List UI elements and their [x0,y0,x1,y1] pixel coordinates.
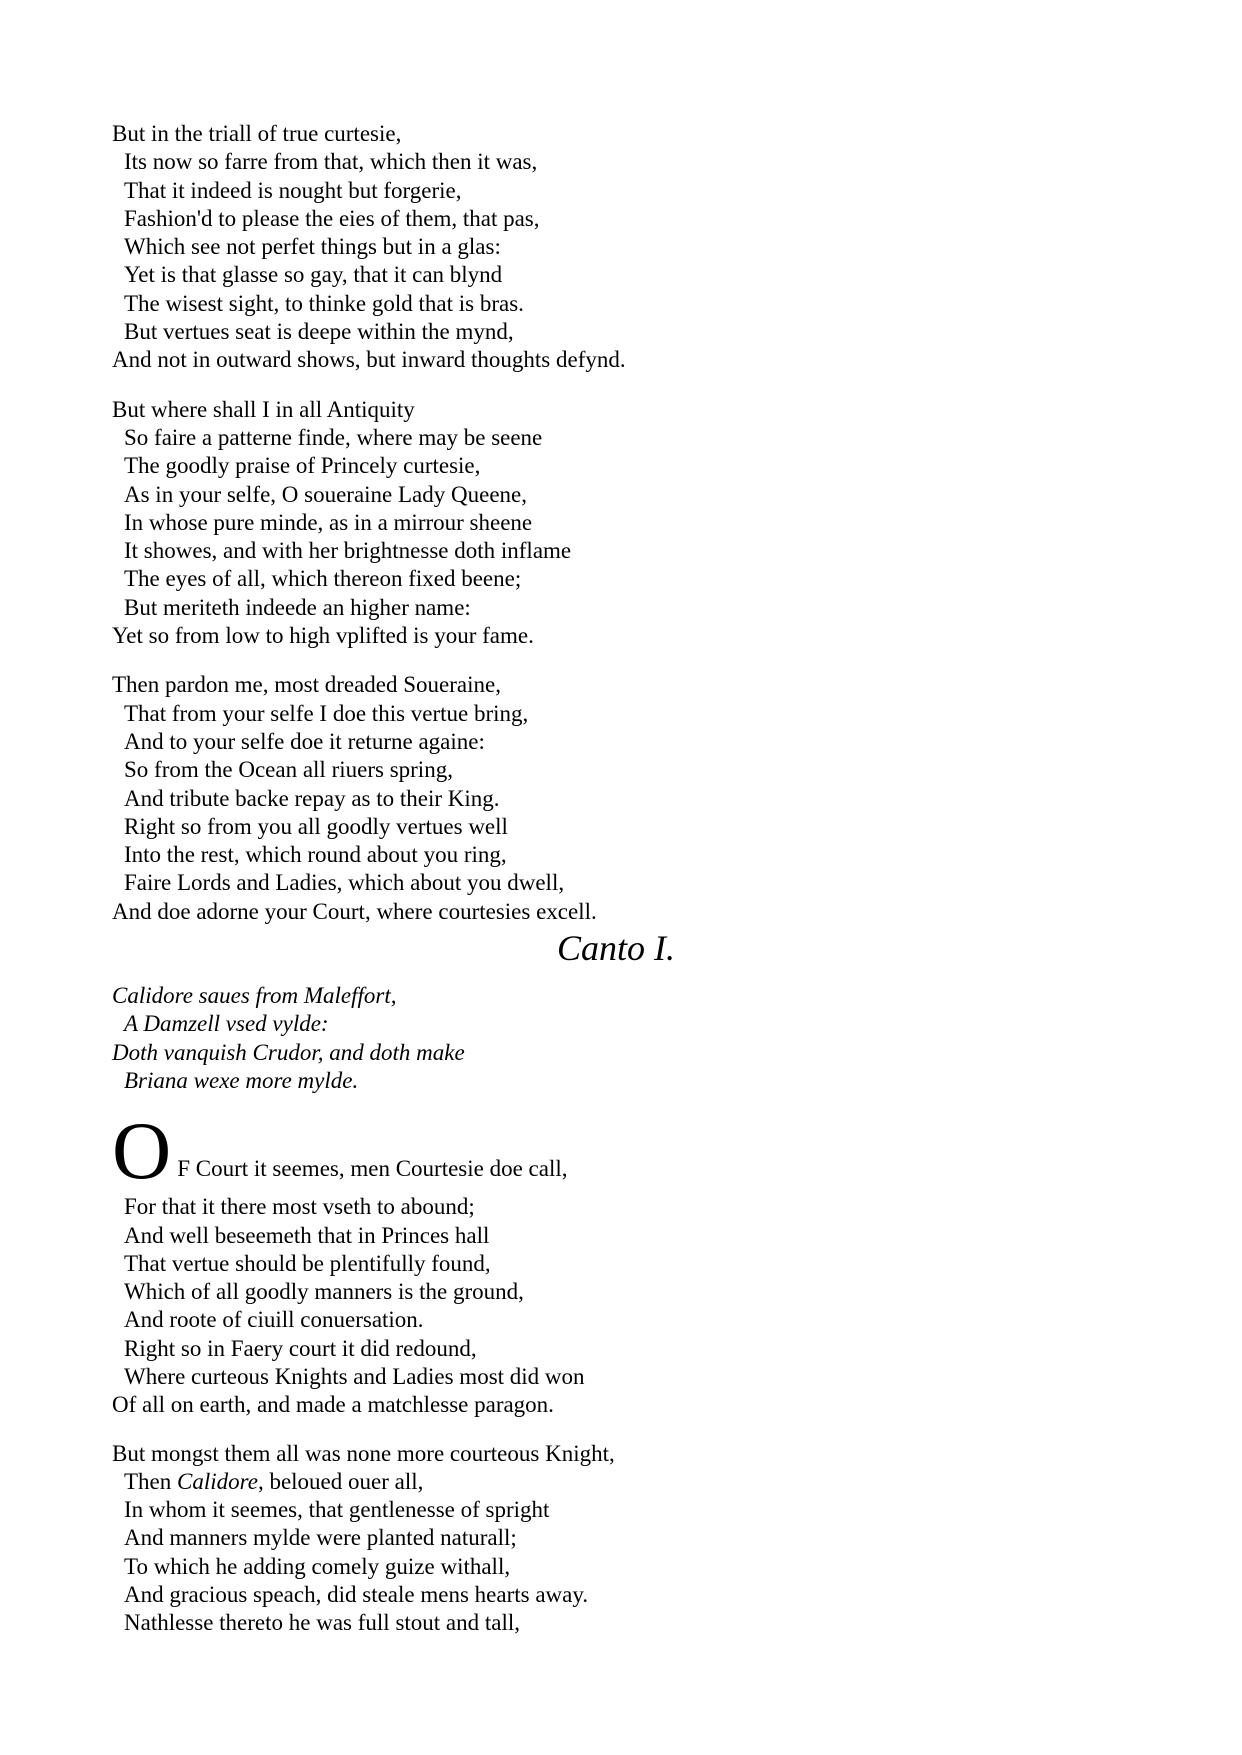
verse-line: That vertue should be plentifully found, [124,1250,491,1276]
canto-stanza-2 [112,1440,1132,1638]
verse-line: And roote of ciuill conuersation. [124,1307,424,1333]
verse-line: Where curteous Knights and Ladies most did won [124,1363,585,1389]
verse-line: And well beseemeth that in Princes hall [124,1222,490,1248]
verse-line: Yet so from low to high vplifted is your fame. [112,623,534,649]
verse-text: , beloued ouer all, [257,1468,424,1494]
verse-line: And gracious speach, did steale mens hearts away. [124,1582,589,1608]
stanza-2 [112,396,1132,651]
character-name: Calidore [177,1468,258,1494]
verse-line: Fashion'd to please the eies of them, that pas, [124,205,540,231]
verse-line: Right so from you all goodly vertues well [124,813,508,839]
verse-line: But where shall I in all Antiquity [112,396,415,422]
argument-line: A Damzell vsed vylde: [124,1011,329,1037]
verse-line: And doe adorne your Court, where courtesies excell. [112,898,597,924]
verse-line: And tribute backe repay as to their King. [124,785,500,811]
verse-line: Yet is that glasse so gay, that it can blynd [124,262,503,288]
verse-line: But meriteth indeede an higher name: [124,594,471,620]
verse-line: And to your selfe doe it returne againe: [124,728,485,754]
verse-line: As in your selfe, O soueraine Lady Queene, [124,481,528,507]
verse-line: Which see not perfet things but in a glas: [124,234,501,260]
verse-line: But in the triall of true curtesie, [112,121,402,146]
verse-line: Of all on earth, and made a matchlesse paragon. [112,1392,554,1418]
verse-line: To which he adding comely guize withall, [124,1553,511,1579]
poem-page [112,120,1132,1659]
verse-line: That it indeed is nought but forgerie, [124,177,462,203]
verse-line: It showes, and with her brightnesse doth inflame [124,538,572,564]
argument-line: Calidore saues from Maleffort, [112,983,397,1009]
verse-line: So faire a patterne finde, where may be seene [124,424,543,450]
verse-line: But mongst them all was none more courteous Knight, [112,1440,615,1466]
verse-line: That from your selfe I doe this vertue bring, [124,700,529,726]
stanza-3 [112,671,1132,926]
verse-line: For that it there most vseth to abound; [124,1194,475,1220]
verse-text: Then [124,1468,178,1494]
verse-line: Its now so farre from that, which then it was, [124,149,538,175]
stanza-1 [112,120,1132,375]
verse-line: Right so in Faery court it did redound, [124,1335,477,1361]
verse-line: But vertues seat is deepe within the mynd, [124,319,514,345]
verse-line: F Court it seemes, men Courtesie doe call, [177,1156,568,1182]
verse-line: And not in outward shows, but inward thoughts defynd. [112,347,626,373]
verse-line: Faire Lords and Ladies, which about you dwell, [124,870,565,896]
verse-line: The eyes of all, which thereon fixed beene; [124,566,522,592]
verse-line: The wisest sight, to thinke gold that is bras. [124,290,524,316]
verse-line: The goodly praise of Princely curtesie, [124,453,481,479]
verse-line: Which of all goodly manners is the ground, [124,1279,524,1305]
verse-line [112,1468,1132,1496]
drop-cap: O [112,1105,172,1197]
argument-line: Briana wexe more mylde. [124,1067,359,1093]
verse-line: Into the rest, which round about you ring, [124,842,507,868]
verse-line: So from the Ocean all riuers spring, [124,757,453,783]
verse-line: In whom it seemes, that gentlenesse of spright [124,1497,550,1523]
verse-line: Then pardon me, most dreaded Soueraine, [112,672,501,698]
argument-line: Doth vanquish Crudor, and doth make [112,1039,465,1065]
canto-argument [112,982,1132,1095]
verse-line: And manners mylde were planted naturall; [124,1525,517,1551]
canto-title: Canto I. [557,928,676,969]
verse-line: In whose pure minde, as in a mirrour sheene [124,509,533,535]
verse-line: Nathlesse thereto he was full stout and tall, [124,1610,521,1636]
dropcap-line [112,1105,1132,1197]
canto-stanza-1 [112,1105,1132,1419]
